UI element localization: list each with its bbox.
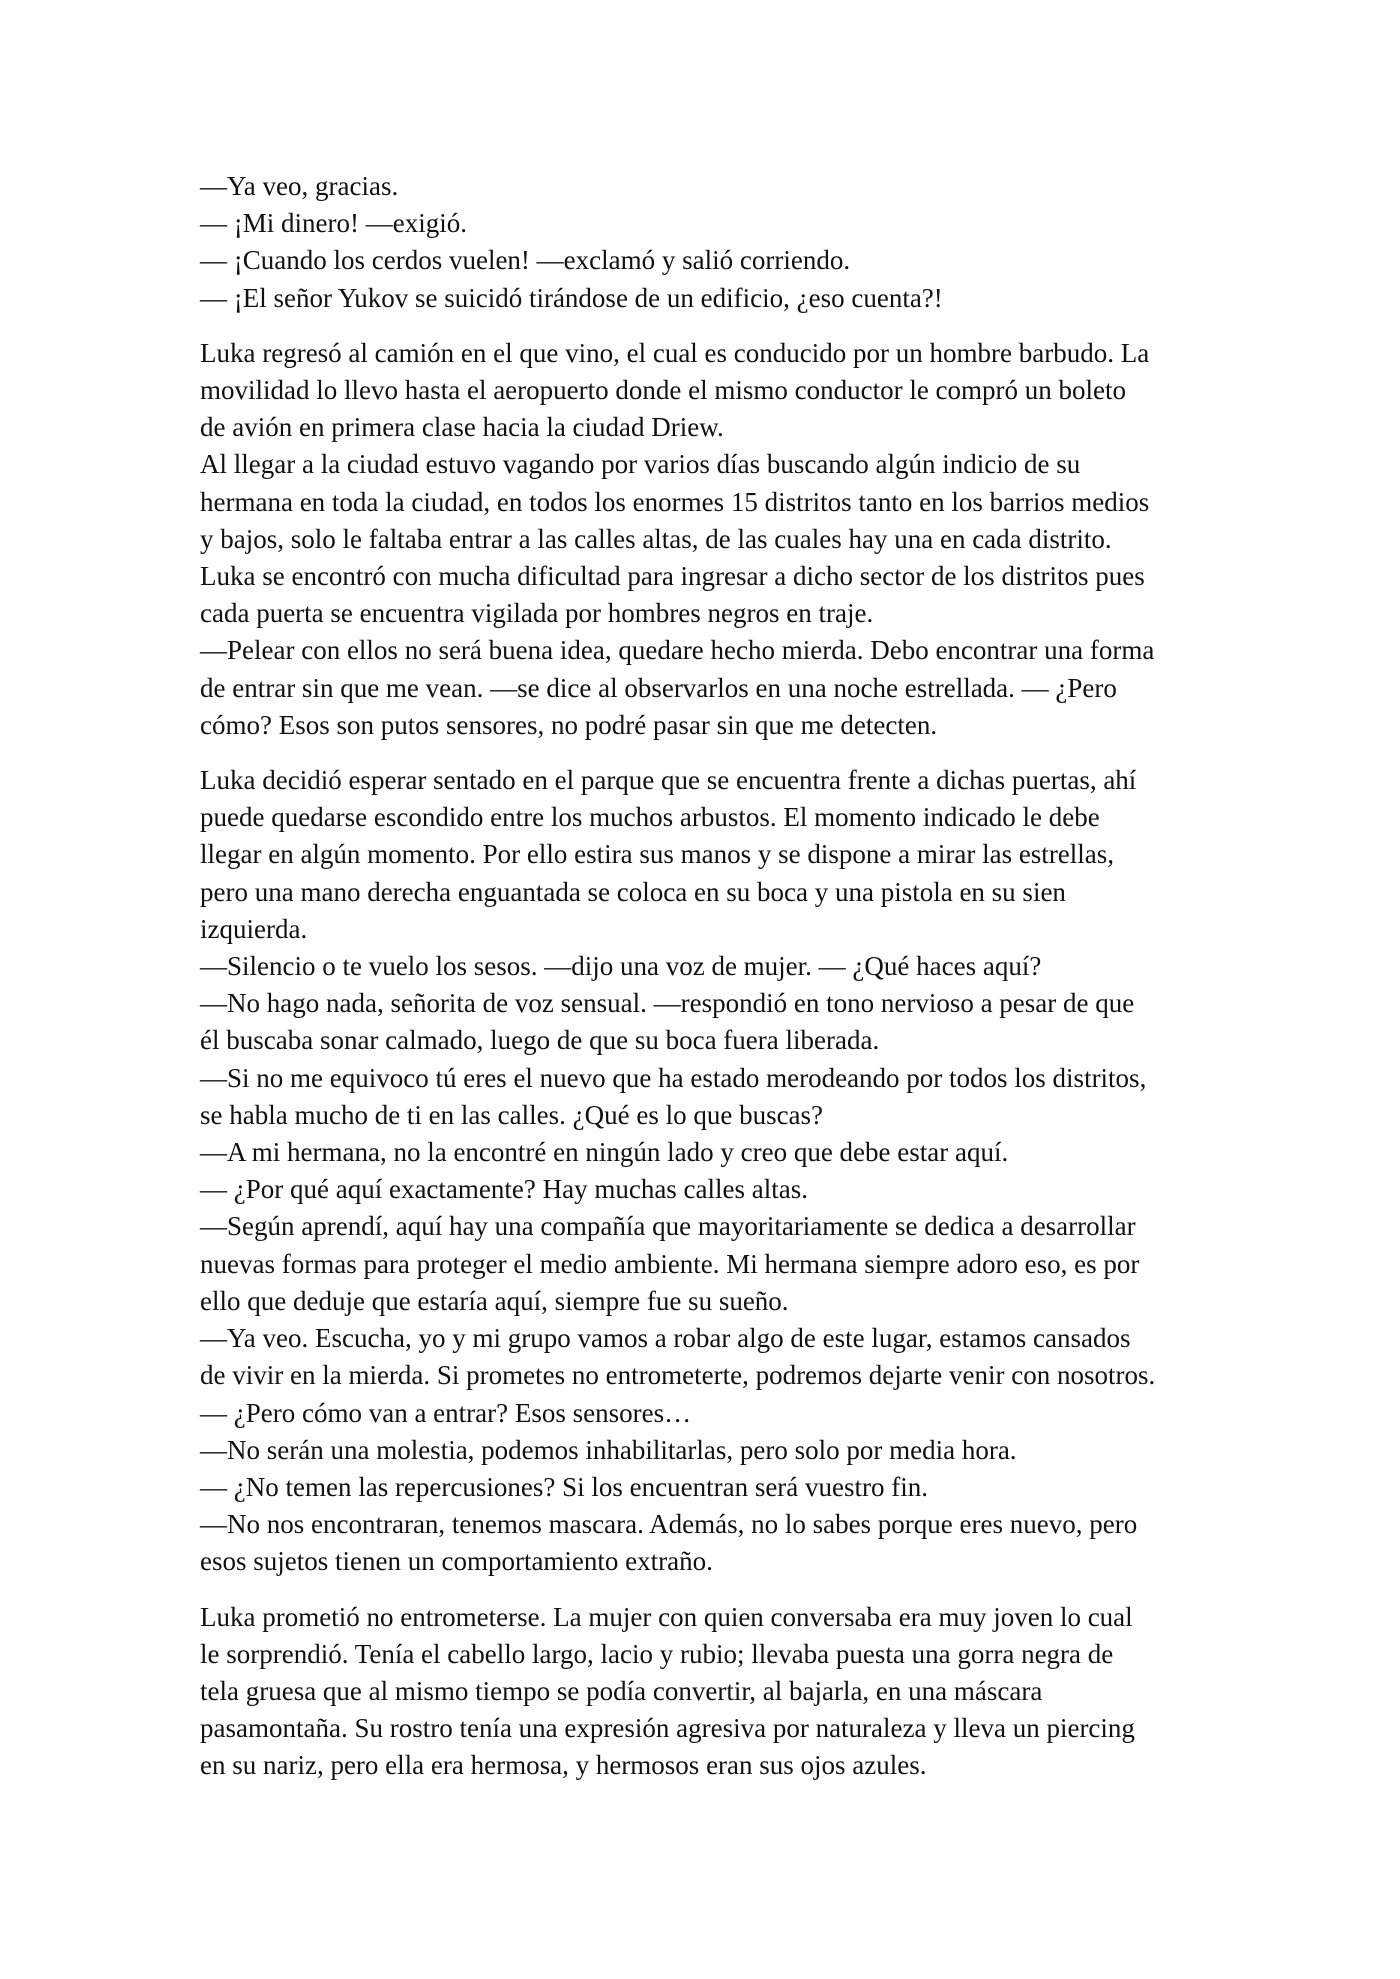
text-line: de entrar sin que me vean. —se dice al observarlos en una noche estrellada. — ¿Pero bbox=[200, 672, 1117, 703]
text-line: —No nos encontraran, tenemos mascara. Además, no lo sabes porque eres nuevo, pero bbox=[200, 1509, 1138, 1540]
text-line: pero una mano derecha enguantada se coloca en su boca y una pistola en su sien bbox=[200, 876, 1066, 907]
text-line: — ¿Por qué aquí exactamente? Hay muchas calles altas. bbox=[200, 1174, 809, 1205]
text-line: — ¿No temen las repercusiones? Si los encuentran será vuestro fin. bbox=[200, 1471, 929, 1502]
text-line: movilidad lo llevo hasta el aeropuerto donde el mismo conductor le compró un boleto bbox=[200, 375, 1127, 406]
paragraph-block-4 bbox=[200, 1599, 1210, 1785]
text-line: él buscaba sonar calmado, luego de que su boca fuera liberada. bbox=[200, 1025, 880, 1056]
text-line: Al llegar a la ciudad estuvo vagando por varios días buscando algún indicio de su bbox=[200, 449, 1081, 480]
text-line: de vivir en la mierda. Si prometes no entrometerte, podremos dejarte venir con nosotros. bbox=[200, 1360, 1156, 1391]
text-line: le sorprendió. Tenía el cabello largo, lacio y rubio; llevaba puesta una gorra negra de bbox=[200, 1638, 1114, 1669]
text-line: izquierda. bbox=[200, 913, 308, 944]
text-line: —Pelear con ellos no será buena idea, quedare hecho mierda. Debo encontrar una forma bbox=[200, 635, 1155, 666]
text-line: Luka regresó al camión en el que vino, el cual es conducido por un hombre barbudo. La bbox=[200, 337, 1150, 368]
paragraph-block-3 bbox=[200, 762, 1210, 1580]
paragraph-block-2 bbox=[200, 335, 1210, 744]
text-line: cómo? Esos son putos sensores, no podré pasar sin que me detecten. bbox=[200, 709, 938, 740]
text-line: llegar en algún momento. Por ello estira sus manos y se dispone a mirar las estrellas, bbox=[200, 839, 1115, 870]
text-line: cada puerta se encuentra vigilada por hombres negros en traje. bbox=[200, 598, 874, 629]
text-line: —Según aprendí, aquí hay una compañía que mayoritariamente se dedica a desarrollar bbox=[200, 1211, 1136, 1242]
text-line: esos sujetos tienen un comportamiento extraño. bbox=[200, 1546, 713, 1577]
text-line: —Ya veo, gracias. bbox=[200, 171, 399, 201]
text-line: y bajos, solo le faltaba entrar a las calles altas, de las cuales hay una en cada distrito. bbox=[200, 523, 1112, 554]
text-line: — ¡Cuando los cerdos vuelen! —exclamó y salió corriendo. bbox=[200, 245, 851, 276]
paragraph-block-1 bbox=[200, 168, 1210, 317]
document-page bbox=[200, 168, 1210, 1785]
text-line: hermana en toda la ciudad, en todos los enormes 15 distritos tanto en los barrios medios bbox=[200, 486, 1150, 517]
text-line: —Ya veo. Escucha, yo y mi grupo vamos a robar algo de este lugar, estamos cansados bbox=[200, 1323, 1131, 1354]
text-line: — ¡El señor Yukov se suicidó tirándose de un edificio, ¿eso cuenta?! bbox=[200, 282, 943, 313]
text-line: ello que deduje que estaría aquí, siempre fue su sueño. bbox=[200, 1285, 789, 1316]
text-line: —No serán una molestia, podemos inhabilitarlas, pero solo por media hora. bbox=[200, 1434, 1017, 1465]
text-line: pasamontaña. Su rostro tenía una expresión agresiva por naturaleza y lleva un piercing bbox=[200, 1713, 1135, 1744]
text-line: Luka se encontró con mucha dificultad para ingresar a dicho sector de los distritos pues bbox=[200, 561, 1145, 592]
text-line: Luka prometió no entrometerse. La mujer con quien conversaba era muy joven lo cual bbox=[200, 1601, 1133, 1632]
text-line: nuevas formas para proteger el medio ambiente. Mi hermana siempre adoro eso, es por bbox=[200, 1248, 1140, 1279]
text-line: —Si no me equivoco tú eres el nuevo que ha estado merodeando por todos los distritos, bbox=[200, 1062, 1147, 1093]
text-line: —A mi hermana, no la encontré en ningún lado y creo que debe estar aquí. bbox=[200, 1137, 1009, 1168]
text-line: puede quedarse escondido entre los muchos arbustos. El momento indicado le debe bbox=[200, 802, 1100, 833]
text-line: Luka decidió esperar sentado en el parque que se encuentra frente a dichas puertas, ahí bbox=[200, 765, 1137, 796]
text-line: de avión en primera clase hacia la ciudad Driew. bbox=[200, 412, 724, 443]
text-line: en su nariz, pero ella era hermosa, y hermosos eran sus ojos azules. bbox=[200, 1750, 927, 1781]
text-line: tela gruesa que al mismo tiempo se podía convertir, al bajarla, en una máscara bbox=[200, 1675, 1043, 1706]
text-line: — ¿Pero cómo van a entrar? Esos sensores… bbox=[200, 1397, 692, 1428]
text-line: —Silencio o te vuelo los sesos. —dijo una voz de mujer. — ¿Qué haces aquí? bbox=[200, 951, 1042, 982]
text-line: — ¡Mi dinero! —exigió. bbox=[200, 208, 467, 239]
text-line: —No hago nada, señorita de voz sensual. —respondió en tono nervioso a pesar de que bbox=[200, 988, 1135, 1019]
text-line: se habla mucho de ti en las calles. ¿Qué es lo que buscas? bbox=[200, 1099, 824, 1130]
